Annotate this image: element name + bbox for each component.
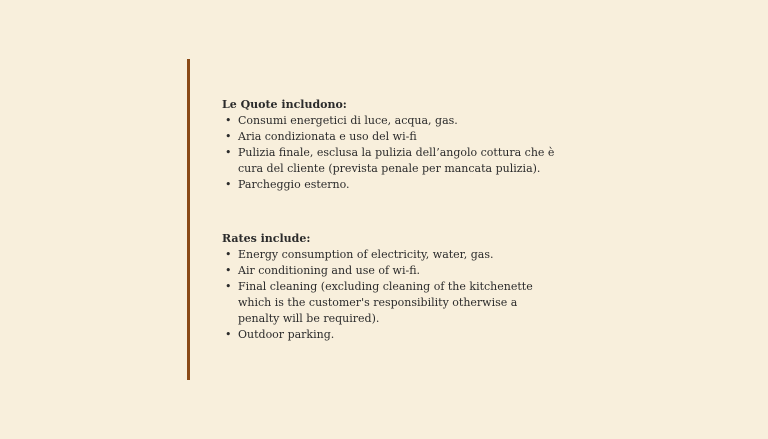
english-bullet-list [222, 247, 562, 343]
list-item: • Aria condizionata e uso del wi-fi [222, 129, 562, 145]
italian-section-title: Le Quote includono: [222, 98, 347, 111]
vertical-accent-line [187, 59, 190, 380]
list-item: • Pulizia finale, esclusa la pulizia dell’angolo cottura che è cura del cliente (prevista penale per mancata pulizia). [222, 145, 562, 177]
english-section [222, 231, 562, 343]
rates-info-block [222, 97, 562, 343]
list-item: • Final cleaning (excluding cleaning of the kitchenette which is the customer's responsibility otherwise a penalty will be required). [222, 279, 562, 327]
list-item: • Energy consumption of electricity, water, gas. [222, 247, 562, 263]
english-section-title: Rates include: [222, 232, 311, 245]
list-item: • Consumi energetici di luce, acqua, gas. [222, 113, 562, 129]
list-item: • Outdoor parking. [222, 327, 562, 343]
list-item: • Parcheggio esterno. [222, 177, 562, 193]
italian-section [222, 97, 562, 193]
list-item: • Air conditioning and use of wi-fi. [222, 263, 562, 279]
italian-bullet-list [222, 113, 562, 193]
